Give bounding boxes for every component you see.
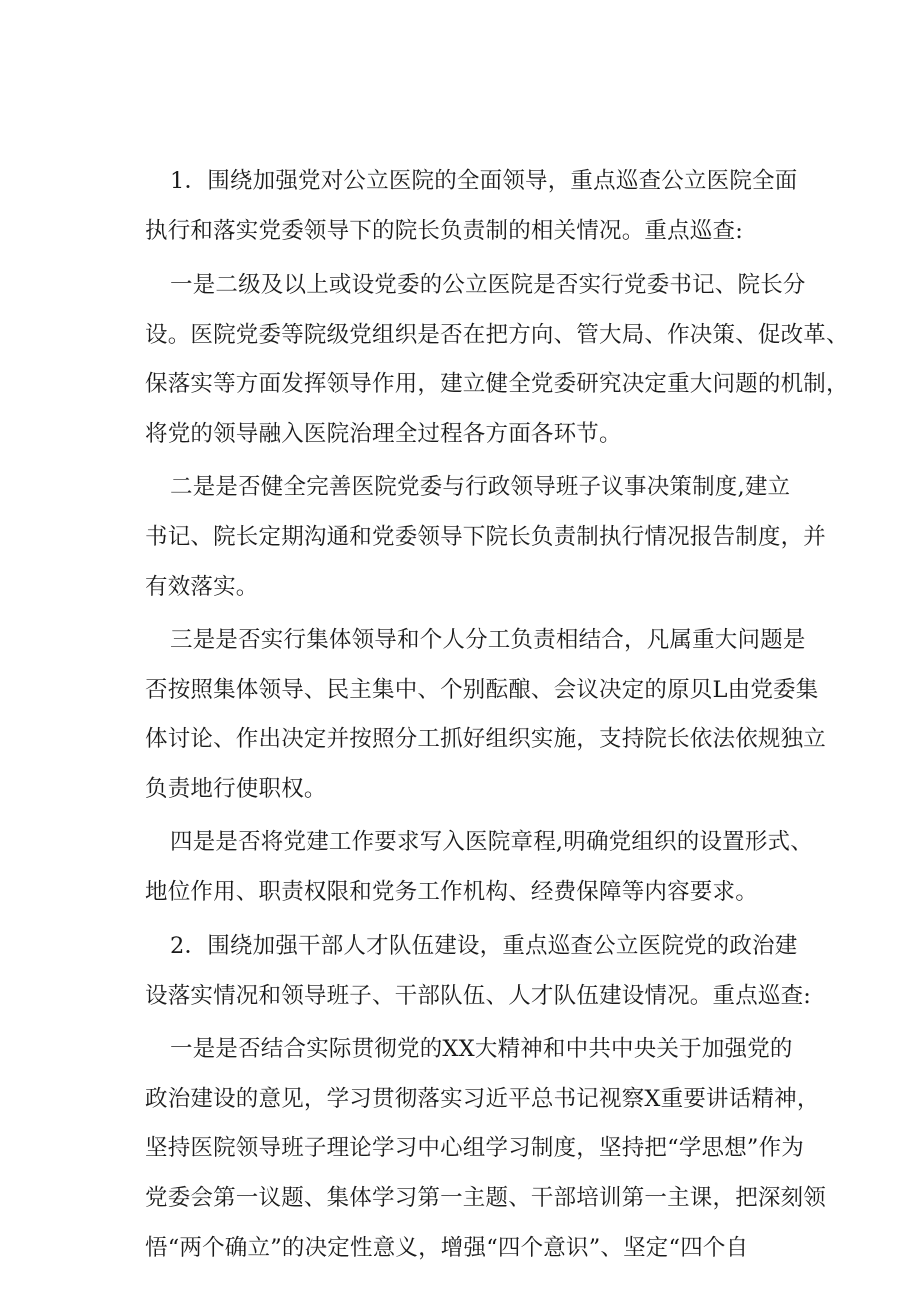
paragraph-3-line-2: 书记、院长定期沟通和党委领导下院长负责制执行情况报告制度，并 — [145, 524, 827, 550]
paragraph-3-line-3: 有效落实。 — [145, 574, 259, 600]
paragraph-7-line-1: 一是是否结合实际贯彻党的XX大精神和中共中央关于加强党的 — [170, 1036, 793, 1062]
paragraph-7-line-4: 党委会第一议题、集体学习第一主题、干部培训第一主课，把深刻领 — [145, 1185, 827, 1211]
paragraph-1-line-1: 1．围绕加强党对公立医院的全面领导，重点巡查公立医院全面 — [170, 168, 798, 194]
paragraph-4-line-1: 三是是否实行集体领导和个人分工负责相结合，凡属重大问题是 — [170, 627, 806, 653]
paragraph-7-line-5: 悟“两个确立”的决定性意义，增强“四个意识”、坚定“四个自 — [145, 1235, 749, 1261]
paragraph-2-line-4: 将党的领导融入医院治理全过程各方面各环节。 — [145, 421, 622, 447]
paragraph-4-line-3: 体讨论、作出决定并按照分工抓好组织实施，支持院长依法依规独立 — [145, 726, 827, 752]
paragraph-6-line-1: 2．围绕加强干部人才队伍建设，重点巡查公立医院党的政治建 — [170, 933, 798, 959]
paragraph-6-line-2: 设落实情况和领导班子、干部队伍、人才队伍建设情况。重点巡查: — [145, 983, 812, 1009]
paragraph-3-line-1: 二是是否健全完善医院党委与行政领导班子议事决策制度,建立 — [170, 474, 791, 500]
paragraph-2-line-1: 一是二级及以上或设党委的公立医院是否实行党委书记、院长分 — [170, 272, 806, 298]
paragraph-5-line-1: 四是是否将党建工作要求写入医院章程,明确党组织的设置形式、 — [170, 829, 813, 855]
paragraph-4-line-4: 负责地行使职权。 — [145, 776, 327, 802]
paragraph-2-line-2: 设。医院党委等院级党组织是否在把方向、管大局、作决策、促改革、 — [145, 322, 849, 348]
paragraph-1-line-2: 执行和落实党委领导下的院长负责制的相关情况。重点巡查: — [145, 218, 743, 244]
paragraph-4-line-2: 否按照集体领导、民主集中、个别酝酿、会议决定的原贝L由党委集 — [145, 677, 819, 703]
paragraph-5-line-2: 地位作用、职责权限和党务工作机构、经费保障等内容要求。 — [145, 879, 758, 905]
paragraph-7-line-3: 坚持医院领导班子理论学习中心组学习制度，坚持把“学思想”作为 — [145, 1135, 805, 1161]
paragraph-2-line-3: 保落实等方面发挥领导作用，建立健全党委研究决定重大问题的机制， — [145, 371, 849, 397]
paragraph-7-line-2: 政治建设的意见，学习贯彻落实习近平总书记视察X重要讲话精神， — [145, 1086, 820, 1112]
